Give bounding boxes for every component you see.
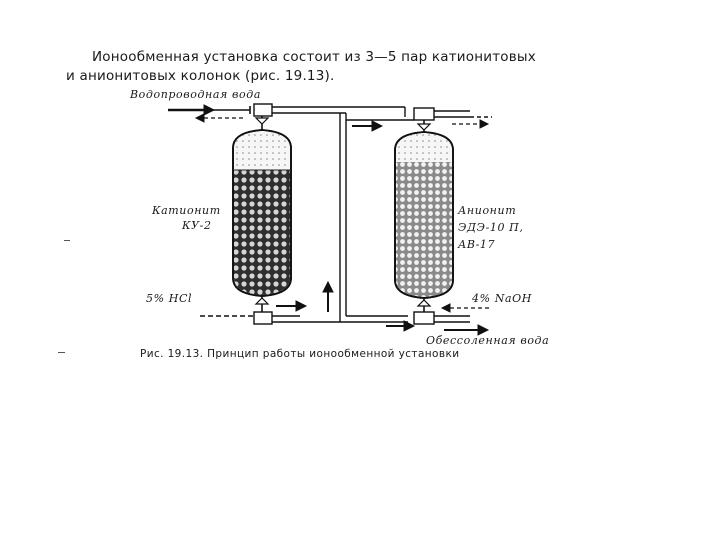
hcl-label: 5% HCl <box>146 292 193 305</box>
tap-water-label: Водопроводная вода <box>130 88 261 101</box>
anion-type-label-2: АВ-17 <box>458 238 496 251</box>
cation-label: Катионит <box>152 204 221 217</box>
intro-line-2: и анионитовых колонок (рис. 19.13). <box>66 68 335 84</box>
naoh-label: 4% NaOH <box>472 292 532 305</box>
cation-type-label: КУ-2 <box>182 219 212 232</box>
anion-label: Анионит <box>458 204 517 217</box>
desalted-water-label: Обессоленная вода <box>426 334 550 347</box>
cation-column <box>233 130 291 296</box>
anion-type-label-1: ЭДЭ-10 П, <box>458 221 524 234</box>
anion-column <box>395 132 453 298</box>
margin-mark <box>58 352 65 353</box>
margin-mark <box>64 240 70 241</box>
figure-caption: Рис. 19.13. Принцип работы ионообменной установки <box>140 348 460 360</box>
intro-line-1: Ионообменная установка состоит из 3—5 пар катионитовых <box>92 49 536 65</box>
